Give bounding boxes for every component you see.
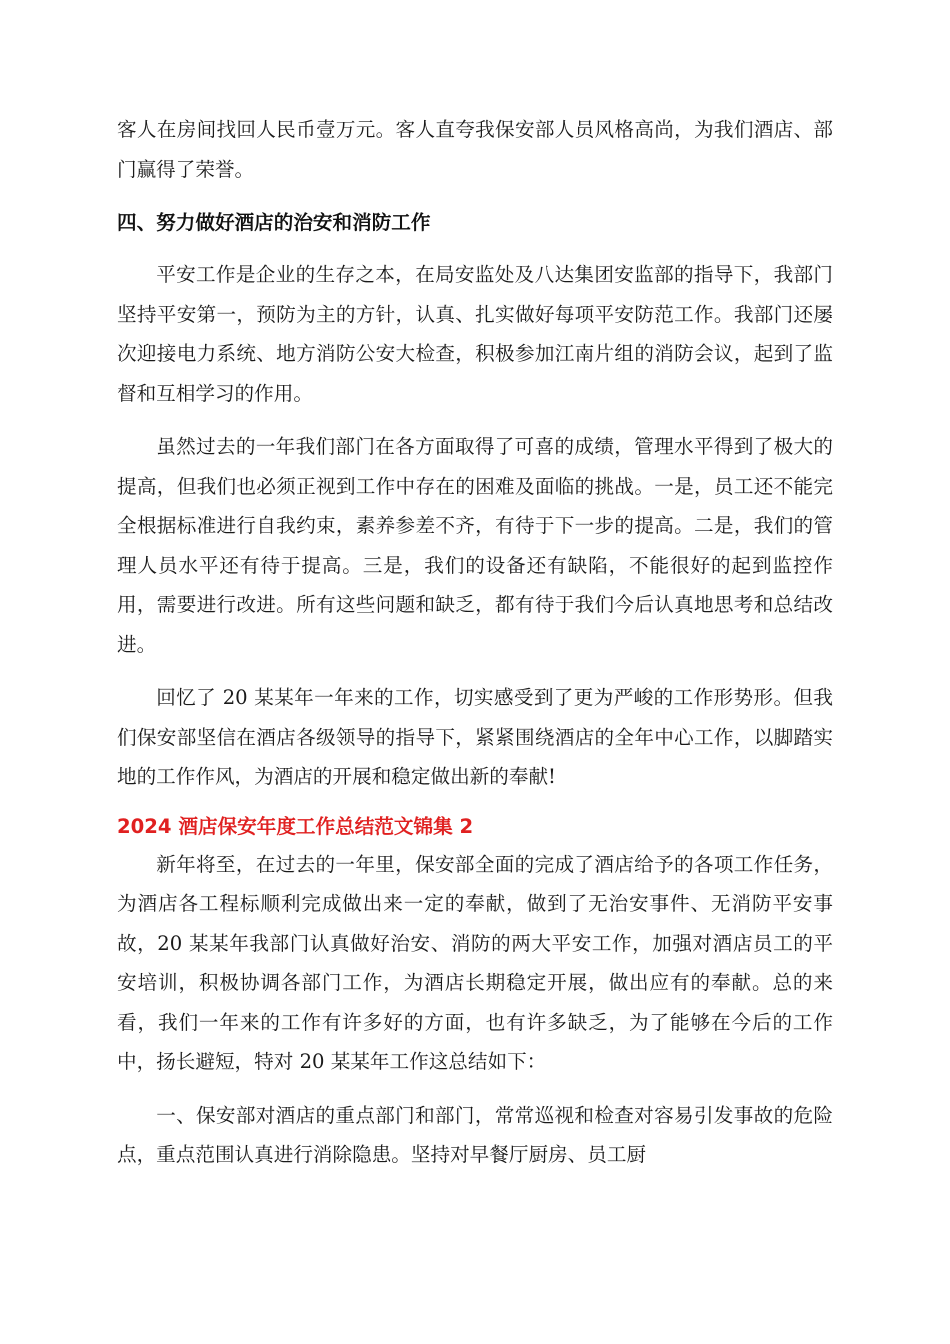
continuation-paragraph: 客人在房间找回人民币壹万元。客人直夸我保安部人员风格高尚，为我们酒店、部门赢得了荣誉。: [117, 118, 833, 181]
problems-paragraph: 虽然过去的一年我们部门在各方面取得了可喜的成绩，管理水平得到了极大的提高，但我们也必须正视到工作中存在的困难及面临的挑战。一是，员工还不能完全根据标准进行自我约束，素养参差不齐，有待于下一步的提高。二是，我们的管理人员水平还有待于提高。三是，我们的设备还有缺陷，不能很好的起到监控作用，需要进行改进。所有这些问题和缺乏，都有待于我们今后认真地思考和总结改进。: [117, 435, 833, 656]
safety-paragraph: 平安工作是企业的生存之本，在局安监处及八达集团安监部的指导下，我部门坚持平安第一，预防为主的方针，认真、扎实做好每项平安防范工作。我部门还屡次迎接电力系统、地方消防公安大检查，积极参加江南片组的消防会议，起到了监督和互相学习的作用。: [117, 263, 833, 405]
document-page: [117, 110, 833, 1175]
item-one-paragraph: 一、保安部对酒店的重点部门和部门，常常巡视和检查对容易引发事故的危险点，重点范围认真进行消除隐患。坚持对早餐厅厨房、员工厨: [117, 1103, 833, 1166]
new-year-paragraph: 新年将至，在过去的一年里，保安部全面的完成了酒店给予的各项工作任务，为酒店各工程标顺利完成做出来一定的奉献，做到了无治安事件、无消防平安事故，20 某某年我部门认真做好治安、消防的两大平安工作，加强对酒店员工的平安培训，积极协调各部门工作，为酒店长期稳定开展，做出应有的奉献。总的来看，我们一年来的工作有许多好的方面，也有许多缺乏，为了能够在今后的工作中，扬长避短，特对 20 某某年工作这总结如下：: [117, 852, 833, 1073]
recall-paragraph: 回忆了 20 某某年一年来的工作，切实感受到了更为严峻的工作形势形。但我们保安部坚信在酒店各级领导的指导下，紧紧围绕酒店的全年中心工作，以脚踏实地的工作作风，为酒店的开展和稳定做出新的奉献!: [117, 686, 833, 788]
article-title: 2024 酒店保安年度工作总结范文锦集 2: [117, 814, 474, 838]
section-heading-four: 四、努力做好酒店的治安和消防工作: [117, 211, 431, 234]
